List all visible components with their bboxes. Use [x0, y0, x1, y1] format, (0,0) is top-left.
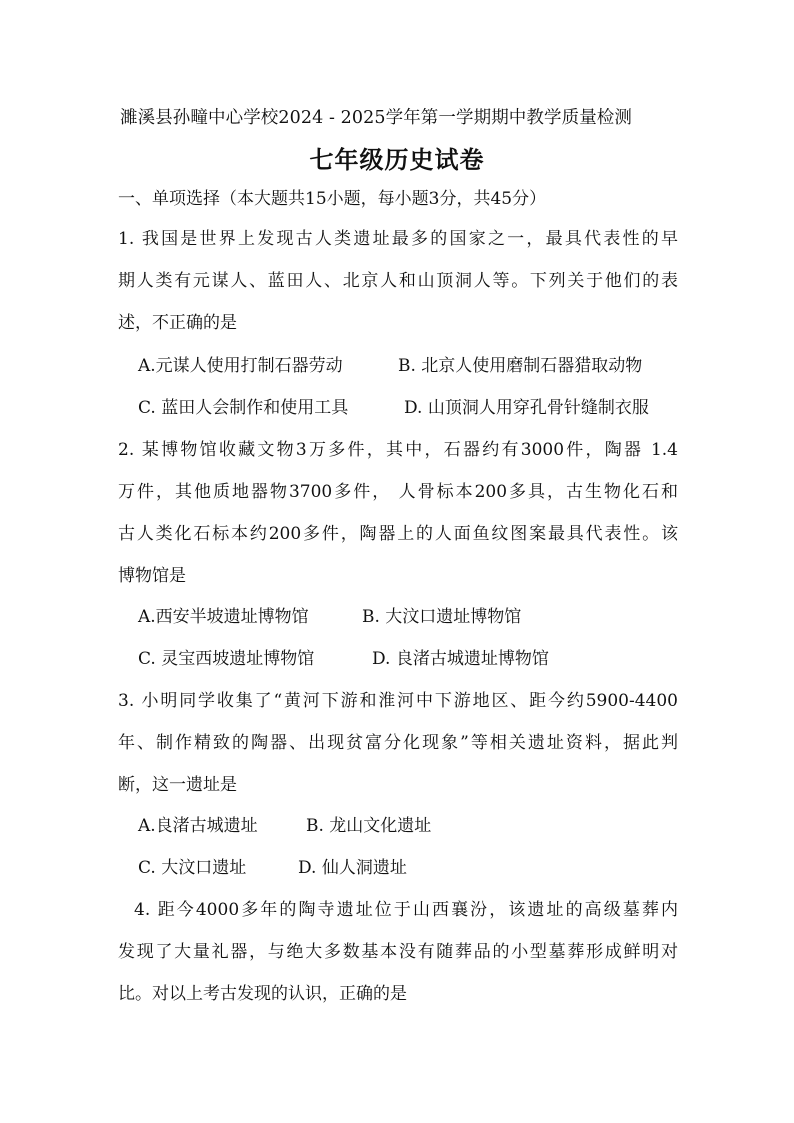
question-4-line-1: 4. 距今4000多年的陶寺遗址位于山西襄汾，该遗址的高级墓葬内	[134, 900, 678, 920]
question-3-option-a: A.良渚古城遗址	[138, 816, 258, 836]
question-2-line-3: 古人类化石标本约200多件，陶器上的人面鱼纹图案最具代表性。该	[118, 524, 678, 544]
question-3-option-c: C. 大汶口遗址	[138, 858, 247, 878]
question-1-option-d: D. 山顶洞人用穿孔骨针缝制衣服	[404, 398, 649, 418]
question-3-line-3: 断，这一遗址是	[118, 775, 237, 795]
question-4-line-2: 发现了大量礼器，与绝大多数基本没有随葬品的小型墓葬形成鲜明对	[118, 942, 678, 962]
question-2-line-2: 万件，其他质地器物3700多件， 人骨标本200多具，古生物化石和	[118, 482, 678, 502]
question-2-line-4: 博物馆是	[118, 566, 186, 586]
question-1-line-3: 述，不正确的是	[118, 313, 237, 333]
question-1-option-a: A.元谋人使用打制石器劳动	[138, 356, 343, 376]
question-2-option-b: B. 大汶口遗址博物馆	[362, 607, 522, 627]
question-1-option-b: B. 北京人使用磨制石器猎取动物	[398, 356, 643, 376]
question-1-line-1: 1. 我国是世界上发现古人类遗址最多的国家之一，最具代表性的早	[118, 229, 678, 249]
question-1-option-c: C. 蓝田人会制作和使用工具	[138, 398, 349, 418]
question-4-line-3: 比。对以上考古发现的认识，正确的是	[118, 984, 407, 1004]
question-2-option-d: D. 良渚古城遗址博物馆	[372, 649, 549, 669]
question-2-option-c: C. 灵宝西坡遗址博物馆	[138, 649, 315, 669]
question-3-option-d: D. 仙人洞遗址	[298, 858, 407, 878]
section-heading: 一、单项选择（本大题共15小题，每小题3分，共45分）	[118, 189, 547, 209]
question-3-option-b: B. 龙山文化遗址	[306, 816, 432, 836]
question-2-line-1: 2. 某博物馆收藏文物3万多件，其中，石器约有3000件，陶器 1.4	[118, 440, 678, 460]
school-exam-header: 濉溪县孙疃中心学校2024 - 2025学年第一学期期中教学质量检测	[120, 108, 633, 128]
exam-title: 七年级历史试卷	[309, 145, 485, 174]
question-1-line-2: 期人类有元谋人、蓝田人、北京人和山顶洞人等。下列关于他们的表	[118, 271, 678, 291]
question-2-option-a: A.西安半坡遗址博物馆	[138, 607, 309, 627]
question-3-line-1: 3. 小明同学收集了“黄河下游和淮河中下游地区、距今约5900-4400	[118, 691, 678, 711]
question-3-line-2: 年、制作精致的陶器、出现贫富分化现象”等相关遗址资料，据此判	[118, 733, 678, 753]
